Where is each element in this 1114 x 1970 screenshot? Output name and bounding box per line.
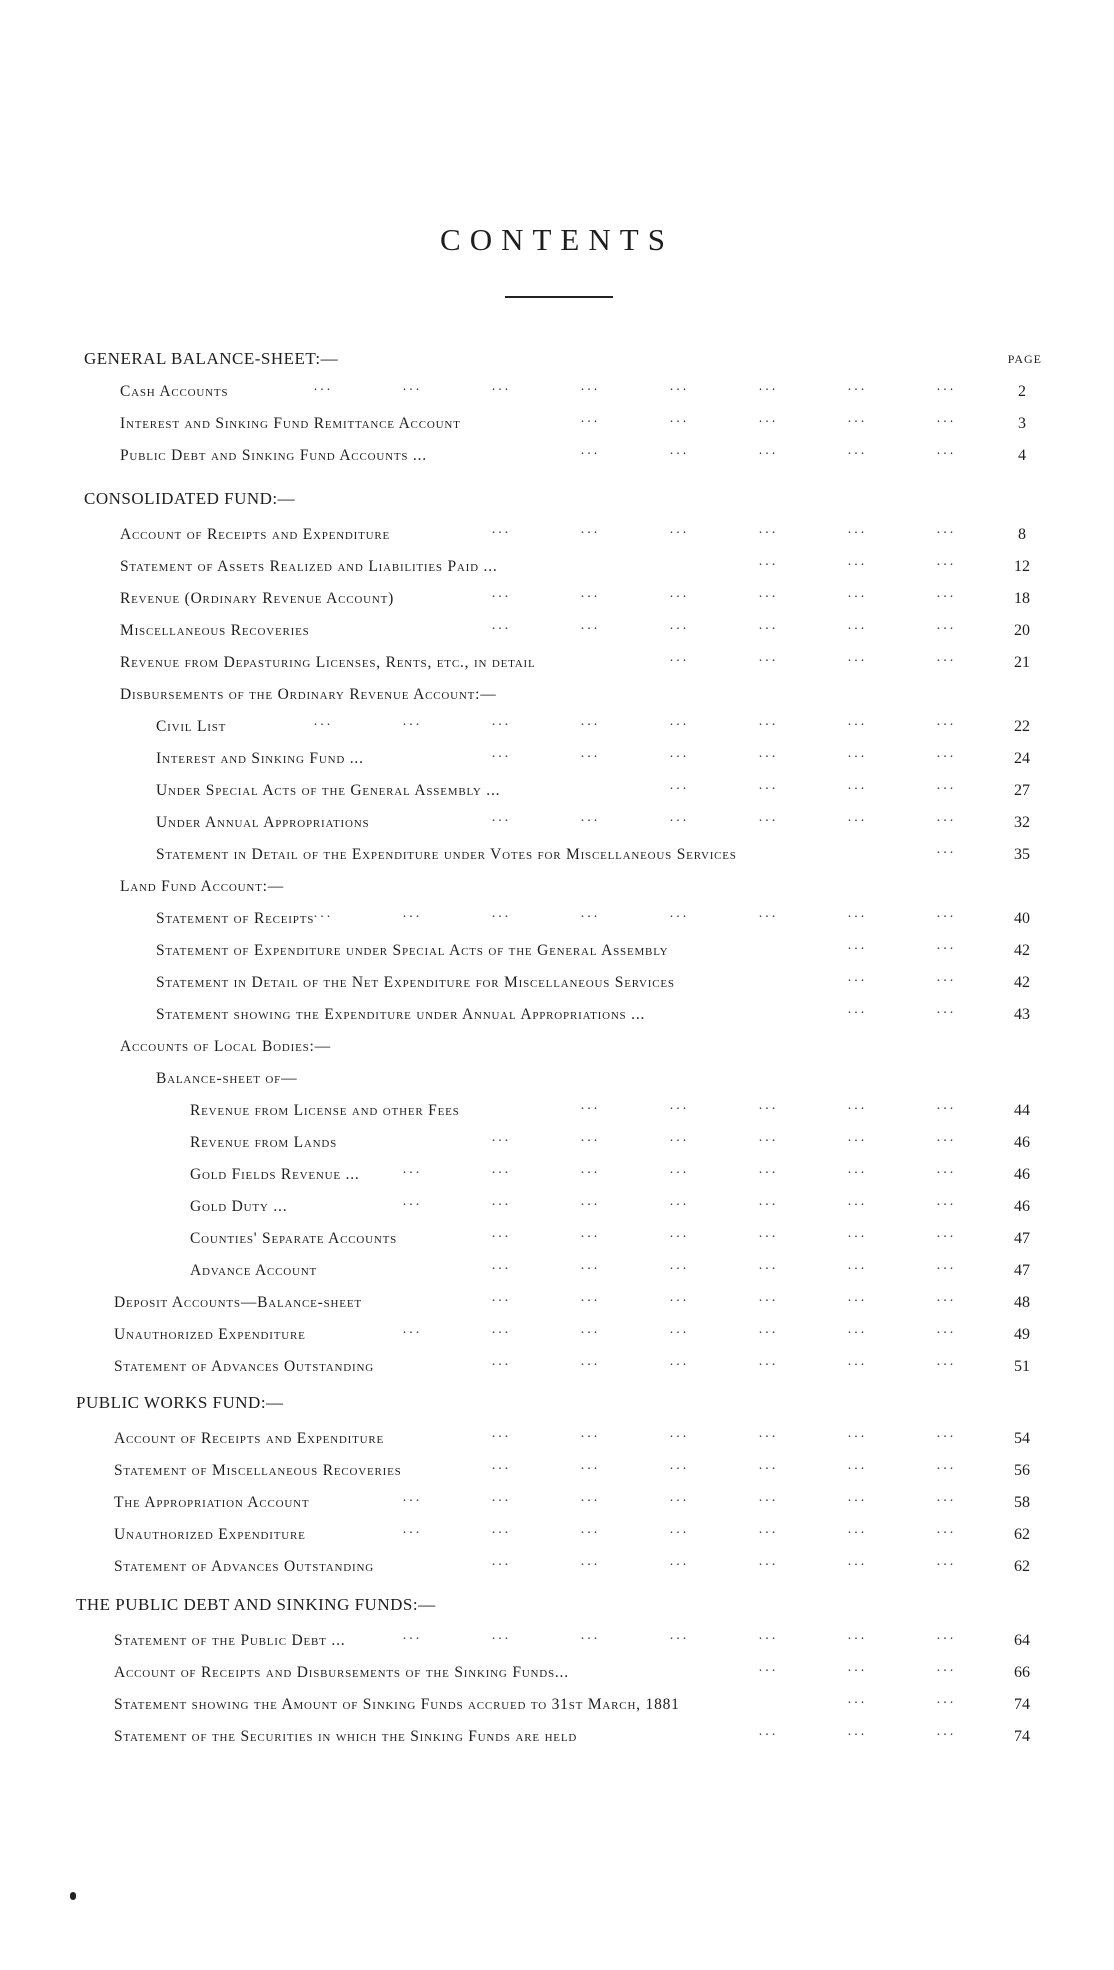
leader-dots: ... ... ... ... ... — [580, 443, 957, 458]
toc-entry — [114, 1660, 569, 1686]
page-number: 47 — [1014, 1262, 1030, 1279]
toc-entry — [120, 1034, 331, 1060]
entry-label: Gold Duty ... — [190, 1198, 288, 1215]
entry-label: Statement in Detail of the Net Expenditure for Miscellaneous Services — [156, 974, 675, 991]
entry-label: Public Debt and Sinking Fund Accounts ... — [120, 447, 427, 464]
section-heading — [84, 346, 338, 372]
leader-dots: ... ... ... ... ... ... ... — [402, 1522, 957, 1537]
page-number: 8 — [1018, 526, 1026, 543]
leader-dots: ... ... ... ... ... ... ... — [402, 1628, 957, 1643]
toc-entry — [120, 874, 284, 900]
toc-entry — [190, 1162, 360, 1188]
toc-entry — [120, 522, 390, 548]
page-number: 74 — [1014, 1728, 1030, 1745]
toc-entry — [120, 682, 497, 708]
entry-label: Statement of Receipts — [156, 910, 315, 927]
toc-entry — [114, 1554, 374, 1580]
leader-dots: ... ... ... — [758, 1660, 957, 1675]
entry-label: Statement in Detail of the Expenditure under Votes for Miscellaneous Services — [156, 846, 737, 863]
page-number: 4 — [1018, 447, 1026, 464]
entry-label: Under Special Acts of the General Assembly ... — [156, 782, 501, 799]
toc-entry — [156, 938, 668, 964]
page-number: 27 — [1014, 782, 1030, 799]
page-number: 21 — [1014, 654, 1030, 671]
ink-mark — [70, 1892, 76, 1900]
page-number: 56 — [1014, 1462, 1030, 1479]
toc-entry — [120, 586, 394, 612]
page-number: 42 — [1014, 974, 1030, 991]
leader-dots: ... ... ... ... ... ... — [491, 522, 957, 537]
section-heading — [84, 486, 295, 512]
page-number: 43 — [1014, 1006, 1030, 1023]
page-number: 62 — [1014, 1526, 1030, 1543]
leader-dots: ... ... — [847, 938, 957, 953]
title-rule — [505, 296, 613, 298]
toc-entry — [190, 1226, 397, 1252]
leader-dots: ... ... ... ... ... ... ... — [402, 1322, 957, 1337]
entry-label: Miscellaneous Recoveries — [120, 622, 310, 639]
leader-dots: ... — [936, 842, 957, 857]
entry-label: Unauthorized Expenditure — [114, 1526, 306, 1543]
page-number: 18 — [1014, 590, 1030, 607]
toc-entry — [120, 650, 536, 676]
entry-label: Revenue from Depasturing Licenses, Rents, etc., in detail — [120, 654, 536, 671]
entry-label: Statement of Miscellaneous Recoveries — [114, 1462, 402, 1479]
entry-label: THE PUBLIC DEBT AND SINKING FUNDS:— — [76, 1595, 436, 1614]
leader-dots: ... ... ... ... ... ... ... ... — [313, 379, 957, 394]
entry-label: PUBLIC WORKS FUND:— — [76, 1393, 284, 1412]
page-number: 32 — [1014, 814, 1030, 831]
toc-entry — [114, 1522, 306, 1548]
leader-dots: ... ... ... ... ... ... — [491, 586, 957, 601]
toc-entry — [156, 970, 675, 996]
leader-dots: ... ... — [847, 1002, 957, 1017]
leader-dots: ... ... ... ... ... — [580, 1098, 957, 1113]
page-number: 3 — [1018, 415, 1026, 432]
toc-entry — [190, 1098, 460, 1124]
leader-dots: ... ... — [847, 1692, 957, 1707]
entry-label: Land Fund Account:— — [120, 878, 285, 895]
entry-label: Accounts of Local Bodies:— — [120, 1038, 331, 1055]
entry-label: Balance-sheet of— — [156, 1070, 298, 1087]
section-heading — [76, 1592, 436, 1618]
toc-entry — [114, 1290, 362, 1316]
leader-dots: ... ... ... ... ... ... — [491, 1226, 957, 1241]
leader-dots: ... ... — [847, 970, 957, 985]
toc-entry — [114, 1628, 345, 1654]
page-number: 44 — [1014, 1102, 1030, 1119]
entry-label: Account of Receipts and Disbursements of the Sinking Funds... — [114, 1664, 569, 1681]
toc-entry — [156, 1002, 645, 1028]
page-number: 20 — [1014, 622, 1030, 639]
page-number: 48 — [1014, 1294, 1030, 1311]
page-number: 74 — [1014, 1696, 1030, 1713]
leader-dots: ... ... ... ... ... ... — [491, 1426, 957, 1441]
entry-label: Counties' Separate Accounts — [190, 1230, 398, 1247]
entry-label: Revenue from Lands — [190, 1134, 338, 1151]
entry-label: The Appropriation Account — [114, 1494, 310, 1511]
entry-label: Statement of Expenditure under Special Acts of the General Assembly — [156, 942, 669, 959]
page-number: 2 — [1018, 383, 1026, 400]
entry-label: GENERAL BALANCE-SHEET:— — [84, 349, 339, 368]
toc-entry — [190, 1194, 287, 1220]
page-number: 49 — [1014, 1326, 1030, 1343]
entry-label: Advance Account — [190, 1262, 318, 1279]
toc-entry — [114, 1458, 402, 1484]
toc-entry — [190, 1130, 337, 1156]
page-column-header: PAGE — [1007, 352, 1042, 366]
leader-dots: ... ... ... ... — [669, 650, 957, 665]
entry-label: Statement of Advances Outstanding — [114, 1358, 374, 1375]
page-number: 51 — [1014, 1358, 1030, 1375]
leader-dots: ... ... ... ... ... ... ... — [402, 1490, 957, 1505]
entry-label: Statement showing the Expenditure under Annual Appropriations ... — [156, 1006, 646, 1023]
entry-label: Revenue from License and other Fees — [190, 1102, 460, 1119]
entry-label: Statement of the Public Debt ... — [114, 1632, 346, 1649]
leader-dots: ... ... ... ... — [669, 778, 957, 793]
toc-entry — [156, 746, 364, 772]
toc-entry — [156, 778, 500, 804]
entry-label: Statement of Assets Realized and Liabilities Paid ... — [120, 558, 498, 575]
leader-dots: ... ... ... ... ... ... — [491, 1554, 957, 1569]
leader-dots: ... ... ... — [758, 554, 957, 569]
page-number: 12 — [1014, 558, 1030, 575]
toc-entry — [190, 1258, 317, 1284]
toc-entry — [114, 1724, 577, 1750]
entry-label: Statement showing the Amount of Sinking Funds accrued to 31st March, 1881 — [114, 1696, 680, 1713]
section-heading — [76, 1390, 284, 1416]
toc-entry — [120, 554, 498, 580]
leader-dots: ... ... ... ... ... ... ... — [402, 1194, 957, 1209]
toc-entry — [114, 1354, 374, 1380]
entry-label: Statement of the Securities in which the Sinking Funds are held — [114, 1728, 578, 1745]
entry-label: Revenue (Ordinary Revenue Account) — [120, 590, 395, 607]
toc-entry — [120, 443, 427, 469]
page-number: 24 — [1014, 750, 1030, 767]
leader-dots: ... ... ... ... ... — [580, 411, 957, 426]
toc-entry — [114, 1490, 309, 1516]
entry-label: Interest and Sinking Fund ... — [156, 750, 364, 767]
entry-label: Deposit Accounts—Balance-sheet — [114, 1294, 362, 1311]
toc-entry — [156, 842, 737, 868]
leader-dots: ... ... ... — [758, 1724, 957, 1739]
page-number: 42 — [1014, 942, 1030, 959]
leader-dots: ... ... ... ... ... ... — [491, 1458, 957, 1473]
entry-label: CONSOLIDATED FUND:— — [84, 489, 296, 508]
entry-label: Cash Accounts — [120, 383, 229, 400]
page-number: 62 — [1014, 1558, 1030, 1575]
leader-dots: ... ... ... ... ... ... — [491, 810, 957, 825]
leader-dots: ... ... ... ... ... ... — [491, 1290, 957, 1305]
leader-dots: ... ... ... ... ... ... — [491, 618, 957, 633]
page-number: 64 — [1014, 1632, 1030, 1649]
leader-dots: ... ... ... ... ... ... — [491, 1258, 957, 1273]
entry-label: Account of Receipts and Expenditure — [114, 1430, 385, 1447]
toc-entry — [120, 618, 310, 644]
entry-label: Disbursements of the Ordinary Revenue Account:— — [120, 686, 497, 703]
toc-entry — [114, 1426, 384, 1452]
entry-label: Under Annual Appropriations — [156, 814, 370, 831]
entry-label: Interest and Sinking Fund Remittance Account — [120, 415, 461, 432]
entry-label: Gold Fields Revenue ... — [190, 1166, 360, 1183]
toc-entry — [120, 379, 228, 405]
toc-entry — [120, 411, 461, 437]
leader-dots: ... ... ... ... ... ... ... ... — [313, 906, 957, 921]
page-number: 46 — [1014, 1134, 1030, 1151]
entry-label: Statement of Advances Outstanding — [114, 1558, 374, 1575]
leader-dots: ... ... ... ... ... ... ... — [402, 1162, 957, 1177]
entry-label: Unauthorized Expenditure — [114, 1326, 306, 1343]
leader-dots: ... ... ... ... ... ... ... ... — [313, 714, 957, 729]
leader-dots: ... ... ... ... ... ... — [491, 1354, 957, 1369]
entry-label: Civil List — [156, 718, 227, 735]
toc-entry — [156, 1066, 297, 1092]
page-number: 35 — [1014, 846, 1030, 863]
page-number: 47 — [1014, 1230, 1030, 1247]
entry-label: Account of Receipts and Expenditure — [120, 526, 391, 543]
toc-entry — [156, 810, 369, 836]
toc-entry — [114, 1322, 306, 1348]
page-number: 46 — [1014, 1166, 1030, 1183]
page-number: 22 — [1014, 718, 1030, 735]
page-number: 40 — [1014, 910, 1030, 927]
page-number: 54 — [1014, 1430, 1030, 1447]
page-number: 46 — [1014, 1198, 1030, 1215]
page-number: 58 — [1014, 1494, 1030, 1511]
toc-entry — [114, 1692, 680, 1718]
leader-dots: ... ... ... ... ... ... — [491, 1130, 957, 1145]
leader-dots: ... ... ... ... ... ... — [491, 746, 957, 761]
page-number: 66 — [1014, 1664, 1030, 1681]
toc-entry — [156, 714, 226, 740]
page-title: CONTENTS — [440, 222, 674, 257]
